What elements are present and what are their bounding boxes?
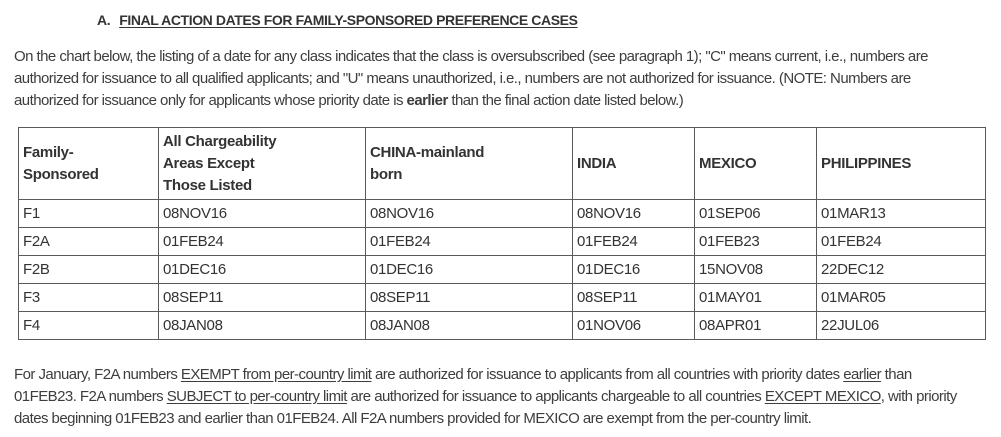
date-cell: 01MAY01 [695,284,817,312]
date-cell: 08APR01 [695,312,817,340]
note-paragraph [14,364,957,430]
date-cell: 01FEB24 [817,228,986,256]
text-run: , with priority [880,388,957,405]
column-header: CHINA-mainland born [366,128,573,200]
date-cell: 08JAN08 [159,312,366,340]
table-body [19,200,986,340]
column-header: INDIA [573,128,695,200]
text-run: 01FEB23. F2A numbers [14,388,167,405]
text-run: dates beginning 01FEB23 and earlier than 01FEB24. All F2A numbers provided for MEXICO are exempt from the per-country limit. [14,410,812,427]
column-header: PHILIPPINES [817,128,986,200]
text-line [14,364,957,386]
section-title [97,12,578,28]
column-header: All Chargeability Areas Except Those Listed [159,128,366,200]
table-row [19,200,986,228]
date-cell: 01FEB23 [695,228,817,256]
date-cell: 15NOV08 [695,256,817,284]
bold-text-run: earlier [406,92,448,109]
text-line [14,46,928,68]
date-cell: 08SEP11 [159,284,366,312]
underlined-text-run: EXCEPT MEXICO [764,388,881,405]
date-cell: 01DEC16 [366,256,573,284]
date-cell: 08NOV16 [366,200,573,228]
underlined-text-run: earlier [843,366,882,383]
table-header [19,128,986,200]
date-cell: 08SEP11 [366,284,573,312]
text-run: For January, F2A numbers [14,366,181,383]
text-run: are authorized for issuance to applicants chargeable to all countries [346,388,765,405]
date-cell: 08SEP11 [573,284,695,312]
row-category: F2A [19,228,159,256]
row-category: F2B [19,256,159,284]
row-category: F1 [19,200,159,228]
date-cell: 01FEB24 [159,228,366,256]
date-cell: 08NOV16 [159,200,366,228]
text-line [14,408,957,430]
text-run: authorized for issuance only for applicants whose priority date is [14,92,407,109]
date-cell: 01MAR05 [817,284,986,312]
date-cell: 01FEB24 [573,228,695,256]
date-cell: 01NOV06 [573,312,695,340]
date-cell: 01DEC16 [159,256,366,284]
text-run: On the chart below, the listing of a date for any class indicates that the class is oversubscribed (see paragraph 1); "C" means current, i.e., numbers are [14,48,928,65]
row-category: F4 [19,312,159,340]
table-row [19,256,986,284]
text-line [14,386,957,408]
text-run: authorized for issuance to all qualified applicants; and "U" means unauthorized, i.e., numbers are not authorized for issuance. (NOTE: Numbers are [14,70,911,87]
table-row [19,312,986,340]
underlined-text-run: SUBJECT to per-country limit [166,388,347,405]
table-header-row [19,128,986,200]
intro-paragraph [14,46,928,112]
column-header: Family- Sponsored [19,128,159,200]
date-cell: 01SEP06 [695,200,817,228]
text-run: than the final action date listed below.) [447,92,684,109]
text-line [14,90,928,112]
final-action-dates-table [18,127,986,340]
text-run: than [881,366,912,383]
date-cell: 22JUL06 [817,312,986,340]
column-header: MEXICO [695,128,817,200]
date-cell: 08NOV16 [573,200,695,228]
text-line [14,68,928,90]
row-category: F3 [19,284,159,312]
table-row [19,284,986,312]
date-cell: 01MAR13 [817,200,986,228]
date-cell: 01FEB24 [366,228,573,256]
section-title-text: FINAL ACTION DATES FOR FAMILY-SPONSORED PREFERENCE CASES [119,12,578,28]
date-cell: 01DEC16 [573,256,695,284]
date-cell: 22DEC12 [817,256,986,284]
table-row [19,228,986,256]
date-cell: 08JAN08 [366,312,573,340]
text-run: are authorized for issuance to applicants from all countries with priority dates [371,366,844,383]
underlined-text-run: EXEMPT from per-country limit [180,366,372,383]
section-title-letter: A. [97,12,111,28]
